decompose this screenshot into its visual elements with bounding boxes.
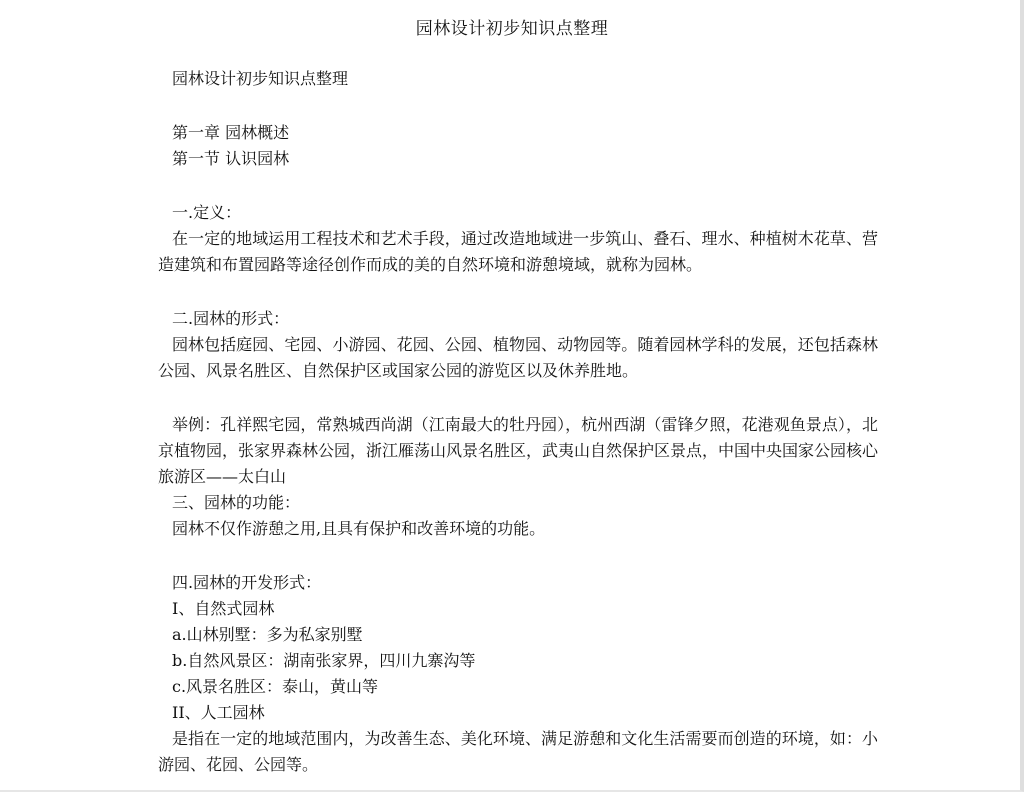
examples-paragraph: 举例：孔祥熙宅园，常熟城西尚湖（江南最大的牡丹园），杭州西湖（雷锋夕照，花港观鱼景点），北京植物园，张家界森林公园，浙江雁荡山风景名胜区，武夷山自然保护区景点，中国中央国家公园核心旅游区——太白山 (158, 415, 879, 486)
artificial-garden-heading: II、人工园林 (172, 703, 265, 722)
section-heading: 第一节 认识园林 (172, 149, 290, 168)
page-header-title: 园林设计初步知识点整理 (415, 19, 609, 39)
functions-heading: 三、园林的功能： (172, 493, 301, 512)
chapter-heading: 第一章 园林概述 (172, 123, 290, 142)
list-item-c: c.风景名胜区：泰山，黄山等 (172, 677, 379, 696)
document-body (158, 66, 878, 778)
natural-garden-heading: I、自然式园林 (172, 599, 275, 618)
forms-heading: 二.园林的形式： (172, 309, 290, 328)
definition-heading: 一.定义： (172, 203, 242, 222)
definition-paragraph: 在一定的地域运用工程技术和艺术手段，通过改造地域进一步筑山、叠石、理水、种植树木花草、营造建筑和布置园路等途径创作而成的美的自然环境和游憩境域，就称为园林。 (158, 229, 878, 274)
artificial-garden-paragraph: 是指在一定的地域范围内，为改善生态、美化环境、满足游憩和文化生活需要而创造的环境，如：小游园、花园、公园等。 (158, 729, 878, 774)
functions-paragraph: 园林不仅作游憩之用,且具有保护和改善环境的功能。 (172, 519, 546, 538)
list-item-a: a.山林别墅：多为私家别墅 (172, 625, 363, 644)
forms-paragraph: 园林包括庭园、宅园、小游园、花园、公园、植物园、动物园等。随着园林学科的发展，还包括森林公园、风景名胜区、自然保护区或国家公园的游览区以及休养胜地。 (158, 335, 878, 380)
list-item-b: b.自然风景区：湖南张家界，四川九寨沟等 (172, 651, 476, 670)
document-title: 园林设计初步知识点整理 (172, 69, 349, 88)
development-forms-heading: 四.园林的开发形式： (172, 573, 322, 592)
